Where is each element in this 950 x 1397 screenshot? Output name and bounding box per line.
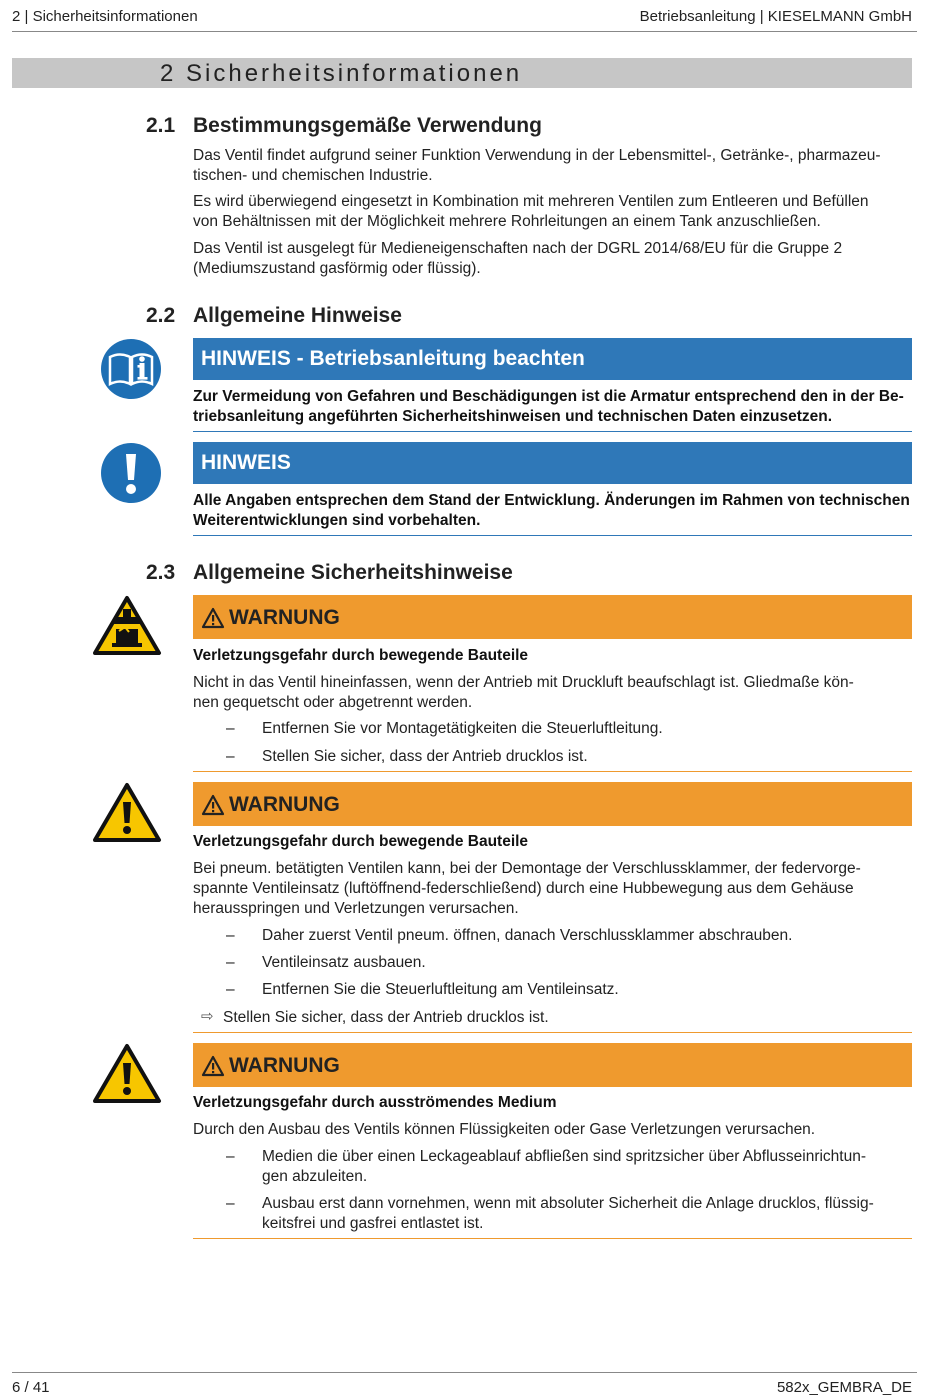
section-title-2-1: Bestimmungsgemäße Verwendung	[193, 114, 542, 137]
manual-info-icon	[100, 338, 162, 400]
list-dash: –	[226, 927, 235, 944]
warning-2-text: Bei pneum. betätigten Ventilen kann, bei der Demontage der Verschlussklammer, der federvorge- spannte Ventileinsatz (luftöffnend-federschließend) durch eine Hubbewegung aus dem Gehäuse herausspringen und Verletzungen verursachen.	[193, 860, 861, 917]
warning-1-subtitle: Verletzungsgefahr durch bewegende Bauteile	[193, 647, 529, 664]
warning-2-item-1: Daher zuerst Ventil pneum. öffnen, danach Verschlussklammer abschrauben.	[262, 927, 793, 944]
paragraph-2-1-a: Das Ventil findet aufgrund seiner Funktion Verwendung in der Lebensmittel-, Getränke-, pharmazeu- tischen- und chemischen Industrie.	[193, 147, 881, 184]
list-dash: –	[226, 954, 235, 971]
general-warning-icon	[92, 782, 162, 844]
warning-2-item-3: Entfernen Sie die Steuerluftleitung am Ventileinsatz.	[262, 981, 619, 998]
list-dash: –	[226, 720, 235, 737]
warning-title-bar-1	[193, 595, 912, 639]
page-number: 6 / 41	[12, 1379, 50, 1396]
warning-2-result: Stellen Sie sicher, dass der Antrieb drucklos ist.	[223, 1009, 549, 1026]
running-header-right: Betriebsanleitung | KIESELMANN GmbH	[639, 8, 912, 25]
warning-title-bar-3	[193, 1043, 912, 1087]
notice-title-bar-2: HINWEIS	[193, 442, 912, 484]
exclamation-icon	[100, 442, 162, 504]
section-title-2-3: Allgemeine Sicherheitshinweise	[193, 561, 513, 584]
section-number-2-3: 2.3	[146, 561, 176, 584]
warning-label-3: WARNUNG	[229, 1054, 340, 1077]
warning-3-text: Durch den Ausbau des Ventils können Flüssigkeiten oder Gase Verletzungen verursachen.	[193, 1121, 816, 1138]
hand-crush-warning-icon	[92, 595, 162, 657]
warning-triangle-icon	[201, 1055, 225, 1077]
notice-2-rule	[193, 535, 912, 536]
warning-2-subtitle: Verletzungsgefahr durch bewegende Bauteile	[193, 833, 529, 850]
result-arrow-icon: ⇨	[201, 1008, 214, 1025]
notice-title-bar-1: HINWEIS - Betriebsanleitung beachten	[193, 338, 912, 380]
warning-1-rule	[193, 771, 912, 772]
notice-2-text: Alle Angaben entsprechen dem Stand der Entwicklung. Änderungen im Rahmen von technischen Weiterentwicklungen sind vorbehalten.	[193, 492, 910, 529]
chapter-title: 2 Sicherheitsinformationen	[160, 60, 523, 87]
warning-title-bar-2	[193, 782, 912, 826]
general-warning-icon	[92, 1043, 162, 1105]
paragraph-2-1-b: Es wird überwiegend eingesetzt in Kombination mit mehreren Ventilen zum Entleeren und Befüllen von Behältnissen mit der Möglichkeit mehrere Rohrleitungen an einem Tank anzuschließen.	[193, 193, 869, 230]
warning-1-item-2: Stellen Sie sicher, dass der Antrieb drucklos ist.	[262, 748, 588, 765]
warning-label-2: WARNUNG	[229, 793, 340, 816]
list-dash: –	[226, 1195, 235, 1212]
list-dash: –	[226, 748, 235, 765]
list-dash: –	[226, 1148, 235, 1165]
section-number-2-2: 2.2	[146, 304, 176, 327]
warning-1-text: Nicht in das Ventil hineinfassen, wenn der Antrieb mit Druckluft beaufschlagt ist. Gliedmaße kön- nen gequetscht oder abgetrennt werden.	[193, 674, 854, 711]
warning-3-subtitle: Verletzungsgefahr durch ausströmendes Medium	[193, 1094, 557, 1111]
notice-1-rule	[193, 431, 912, 432]
warning-triangle-icon	[201, 794, 225, 816]
paragraph-2-1-c: Das Ventil ist ausgelegt für Medieneigenschaften nach der DGRL 2014/68/EU für die Gruppe 2 (Mediumszustand gasförmig oder flüssig).	[193, 240, 843, 277]
warning-2-rule	[193, 1032, 912, 1033]
warning-2-item-2: Ventileinsatz ausbauen.	[262, 954, 426, 971]
list-dash: –	[226, 981, 235, 998]
section-title-2-2: Allgemeine Hinweise	[193, 304, 402, 327]
warning-triangle-icon	[201, 607, 225, 629]
header-divider	[12, 31, 917, 32]
notice-1-text: Zur Vermeidung von Gefahren und Beschädigungen ist die Armatur entsprechend den in der Be- triebsanleitung angeführten Sicherheitshinweisen und technischen Daten einzusetzen.	[193, 388, 904, 425]
footer-divider	[12, 1372, 917, 1373]
warning-1-item-1: Entfernen Sie vor Montagetätigkeiten die Steuerluftleitung.	[262, 720, 663, 737]
warning-3-item-1: Medien die über einen Leckageablauf abfließen sind spritzsicher über Abflusseinrichtun- gen abzuleiten.	[262, 1148, 867, 1185]
warning-3-rule	[193, 1238, 912, 1239]
running-header-left: 2 | Sicherheitsinformationen	[12, 8, 198, 25]
warning-label-1: WARNUNG	[229, 606, 340, 629]
warning-3-item-2: Ausbau erst dann vornehmen, wenn mit absoluter Sicherheit die Anlage drucklos, flüssig- keitsfrei und gasfrei entlastet ist.	[262, 1195, 874, 1232]
section-number-2-1: 2.1	[146, 114, 176, 137]
document-id: 582x_GEMBRA_DE	[776, 1379, 912, 1396]
